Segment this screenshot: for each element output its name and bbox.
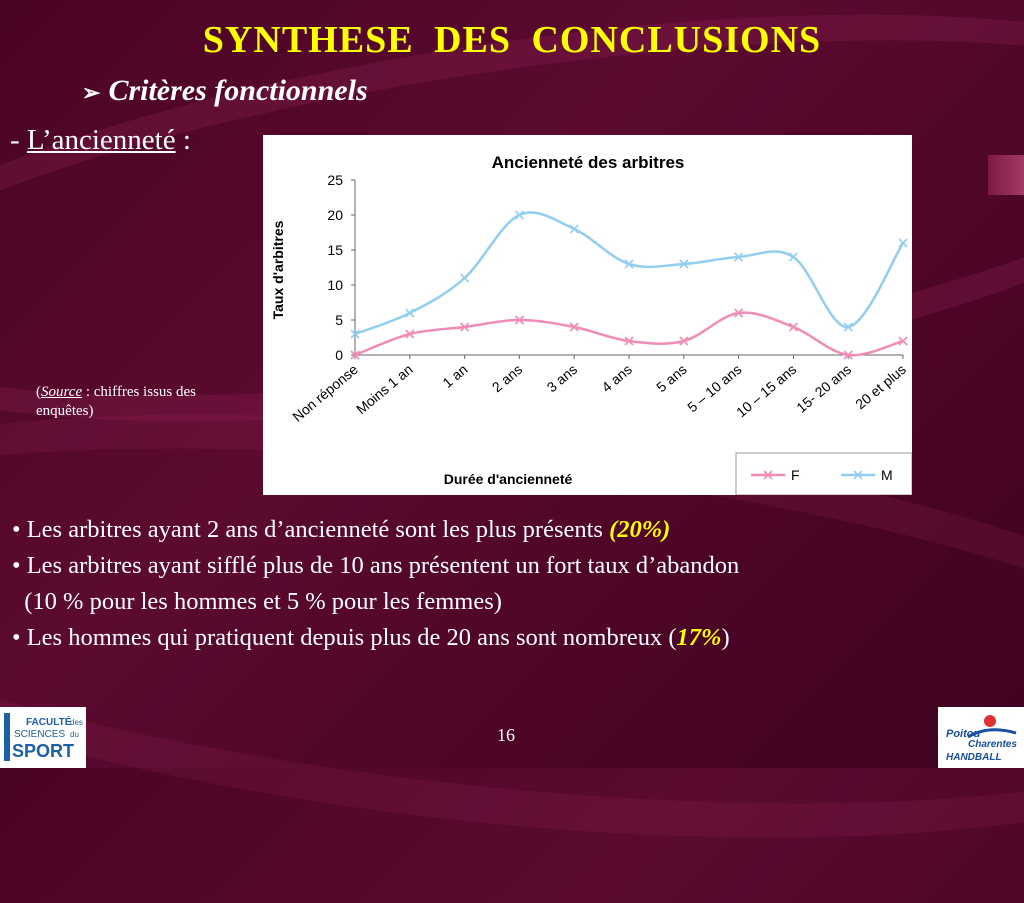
svg-text:SCIENCES: SCIENCES [14, 729, 66, 740]
x-tick-label: 5 ans [653, 361, 690, 396]
page-number: 16 [497, 725, 515, 745]
arrowhead-bullet-icon: ➢ [82, 80, 101, 105]
svg-text:Poitou: Poitou [946, 728, 981, 740]
legend-label: M [881, 467, 893, 483]
data-point-M [789, 253, 797, 261]
chart-y-ticks [327, 172, 355, 363]
svg-text:SPORT: SPORT [12, 741, 75, 761]
source-label: Source [41, 384, 83, 400]
conclusion-item: • Les arbitres ayant 2 ans d’ancienneté sont les plus présents (20%) [12, 516, 671, 543]
x-tick-label: 1 an [439, 361, 471, 391]
x-tick-label: Non réponse [289, 361, 361, 425]
slide-title: SYNTHESE DES CONCLUSIONS [202, 19, 822, 61]
faculty-sport-logo-icon [0, 707, 86, 768]
chart-title: Ancienneté des arbitres [491, 153, 685, 172]
svg-text:FACULTÉ: FACULTÉ [26, 717, 72, 728]
y-tick-label: 25 [327, 172, 343, 188]
svg-text:Charentes: Charentes [968, 739, 1017, 750]
chart-legend [736, 453, 912, 495]
data-point-M [461, 274, 469, 282]
source-note [36, 383, 236, 421]
series-line-F [355, 313, 903, 356]
y-tick-label: 15 [327, 242, 343, 258]
conclusion-list [12, 512, 1012, 656]
line-chart [263, 135, 912, 495]
source-text: : chiffres issus des enquêtes) [36, 384, 196, 419]
highlight-value: (20%) [609, 516, 671, 543]
svg-text:des: des [70, 718, 83, 727]
data-point-M [899, 239, 907, 247]
x-tick-label: 2 ans [488, 361, 526, 396]
x-tick-label: 15- 20 ans [793, 361, 855, 416]
y-tick-label: 0 [335, 347, 343, 363]
chart-y-axis-label: Taux d'arbitres [270, 220, 286, 320]
x-tick-label: 4 ans [598, 361, 635, 396]
svg-text:du: du [70, 730, 79, 739]
svg-text:HANDBALL: HANDBALL [946, 752, 1002, 763]
conclusion-item: • Les hommes qui pratiquent depuis plus de 20 ans sont nombreux (17%) [12, 624, 730, 651]
highlight-value: 17% [676, 624, 722, 651]
series-line-M [355, 213, 903, 334]
x-tick-label: 10 – 15 ans [732, 361, 800, 421]
section-prefix: - [10, 124, 27, 156]
legend-label: F [791, 467, 800, 483]
handball-logo-icon [938, 707, 1024, 768]
section-suffix: : [175, 124, 191, 156]
slide-subtitle [82, 74, 368, 108]
conclusion-item: (10 % pour les hommes et 5 % pour les femmes) [12, 588, 502, 615]
y-tick-label: 5 [335, 312, 343, 328]
chart-series [351, 211, 907, 359]
x-tick-label: 5 – 10 ans [684, 361, 745, 416]
background-accent-bar [988, 155, 1024, 195]
subtitle-text: Critères fonctionnels [108, 74, 368, 107]
conclusion-item: • Les arbitres ayant sifflé plus de 10 ans présentent un fort taux d’abandon [12, 552, 740, 579]
y-tick-label: 10 [327, 277, 343, 293]
x-tick-label: Moins 1 an [352, 361, 416, 418]
chart-x-ticks [289, 355, 909, 425]
chart-panel [263, 135, 912, 495]
section-heading [10, 124, 191, 157]
x-tick-label: 3 ans [543, 361, 581, 396]
source-open: ( [36, 384, 41, 400]
poitou-charentes-handball-logo [938, 707, 1024, 768]
y-tick-label: 20 [327, 207, 343, 223]
x-tick-label: 20 et plus [852, 361, 909, 413]
chart-x-axis-label: Durée d'ancienneté [443, 471, 573, 487]
section-label: L’ancienneté [26, 124, 176, 156]
faculty-sport-logo [0, 707, 86, 768]
